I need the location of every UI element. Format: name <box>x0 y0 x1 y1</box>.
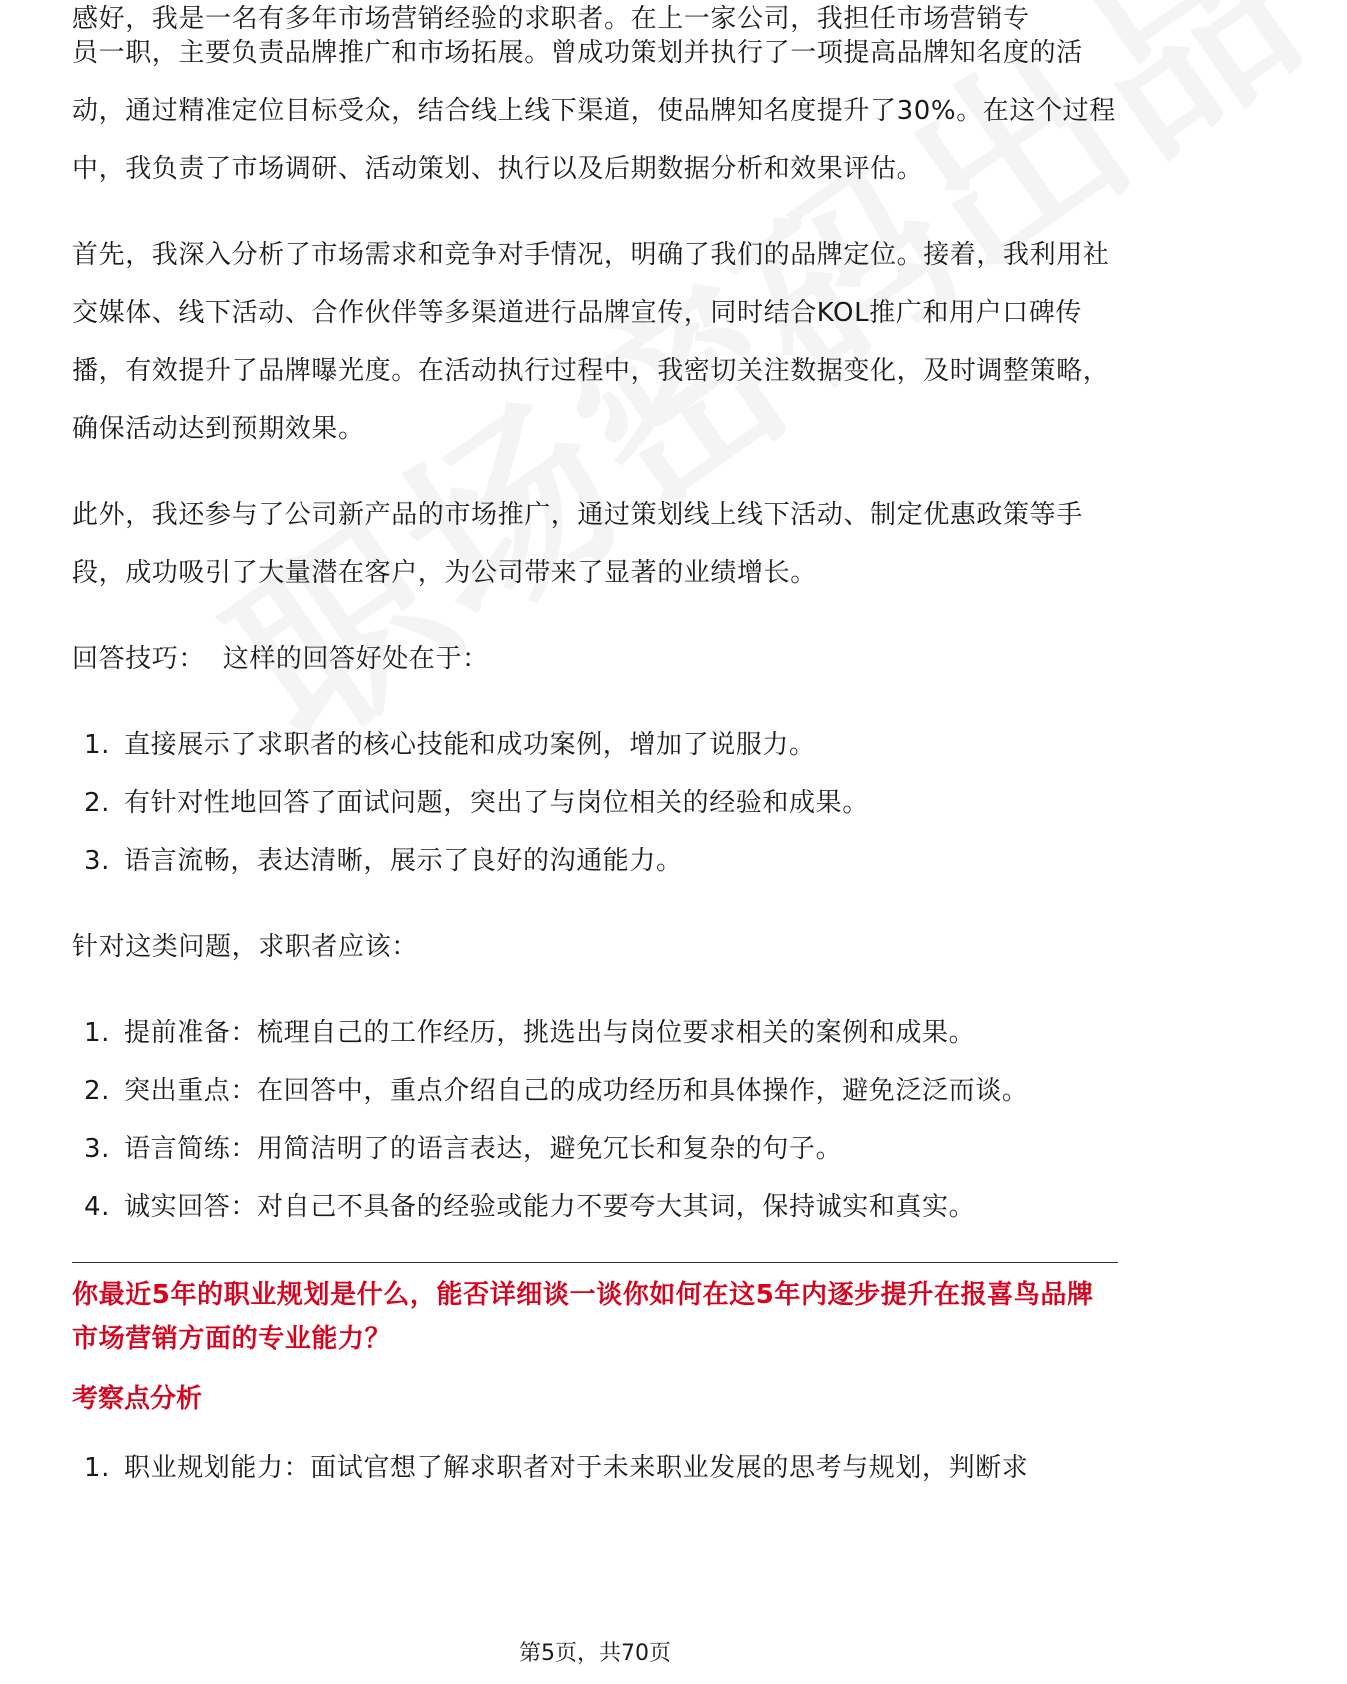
list-item: 1. 职业规划能力：面试官想了解求职者对于未来职业发展的思考与规划，判断求 <box>83 1453 1029 1483</box>
section-divider <box>72 1262 1118 1263</box>
list-item: 1. 提前准备：梳理自己的工作经历，挑选出与岗位要求相关的案例和成果。 <box>83 1018 976 1048</box>
advice-list <box>72 1004 1118 1236</box>
document-page <box>72 4 1118 1497</box>
advice-heading: 针对这类问题，求职者应该： <box>72 932 418 962</box>
list-item: 4. 诚实回答：对自己不具备的经验或能力不要夸大其词，保持诚实和真实。 <box>83 1192 976 1222</box>
tips-list <box>72 716 1118 890</box>
paragraph-strategy: 首先，我深入分析了市场需求和竞争对手情况，明确了我们的品牌定位。接着，我利用社交媒体、线下活动、合作伙伴等多渠道进行品牌宣传，同时结合KOL推广和用户口碑传播，有效提升了品牌曝光度。在活动执行过程中，我密切关注数据变化，及时调整策略，确保活动达到预期效果。 <box>72 240 1110 444</box>
page-footer: 第5页，共70页 <box>519 1641 671 1666</box>
analysis-heading: 考察点分析 <box>72 1384 203 1414</box>
list-item: 2. 突出重点：在回答中，重点介绍自己的成功经历和具体操作，避免泛泛而谈。 <box>83 1076 1029 1106</box>
list-item: 2. 有针对性地回答了面试问题，突出了与岗位相关的经验和成果。 <box>83 788 869 818</box>
list-item: 1. 直接展示了求职者的核心技能和成功案例，增加了说服力。 <box>83 730 816 760</box>
list-item: 3. 语言简练：用简洁明了的语言表达，避免冗长和复杂的句子。 <box>83 1134 843 1164</box>
analysis-list <box>72 1439 1118 1497</box>
tips-heading: 回答技巧： 这样的回答好处在于： <box>72 644 489 674</box>
partial-top-line: 感好，我是一名有多年市场营销经验的求职者。在上一家公司，我担任市场营销专 <box>72 4 1030 34</box>
question-title: 你最近5年的职业规划是什么，能否详细谈一谈你如何在这5年内逐步提升在报喜鸟品牌市场营销方面的专业能力？ <box>72 1280 1094 1354</box>
list-item: 3. 语言流畅，表达清晰，展示了良好的沟通能力。 <box>83 846 683 876</box>
paragraph-experience: 员一职，主要负责品牌推广和市场拓展。曾成功策划并执行了一项提高品牌知名度的活动，通过精准定位目标受众，结合线上线下渠道，使品牌知名度提升了30%。在这个过程中，我负责了市场调研、活动策划、执行以及后期数据分析和效果评估。 <box>72 38 1116 184</box>
paragraph-new-product: 此外，我还参与了公司新产品的市场推广，通过策划线上线下活动、制定优惠政策等手段，成功吸引了大量潜在客户，为公司带来了显著的业绩增长。 <box>72 500 1083 588</box>
